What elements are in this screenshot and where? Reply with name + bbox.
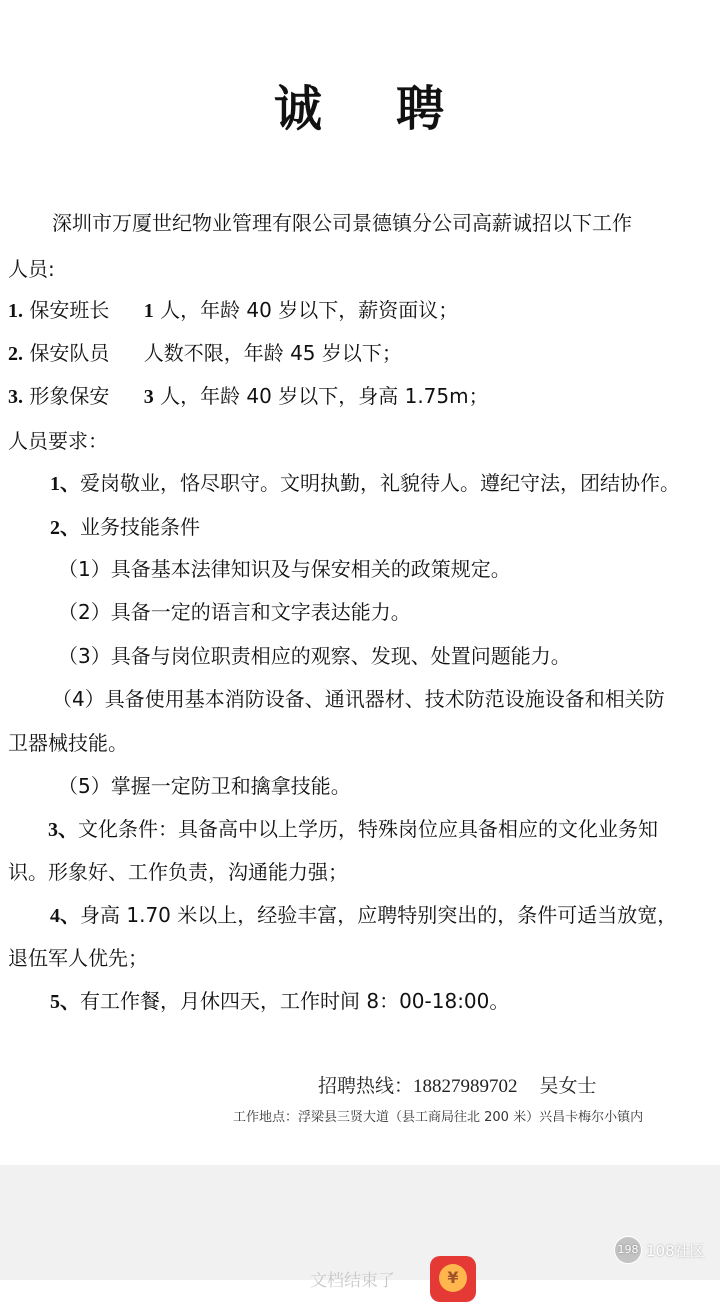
watermark: [614, 1235, 705, 1265]
position-detail: 人，年龄 40 岁以下，身高 1.75m；: [153, 384, 489, 408]
position-count: 1: [143, 300, 154, 322]
position-row-1: [8, 294, 458, 323]
position-detail: 人，年龄 40 岁以下，薪资面议；: [153, 298, 459, 322]
position-name: 保安队员: [29, 341, 110, 365]
page-title: [0, 70, 720, 139]
document-end-area: [0, 1165, 720, 1280]
requirement-number: 3、: [48, 819, 78, 841]
requirement-5: [50, 985, 509, 1014]
watermark-text: 108社区: [646, 1241, 705, 1260]
position-name: 形象保安: [29, 384, 110, 408]
position-detail: 人数不限，年龄 45 岁以下；: [143, 341, 402, 365]
title-char-2: 聘: [396, 81, 447, 137]
requirement-3-cont: 识。形象好、工作负责，沟通能力强；: [8, 860, 348, 884]
position-row-2: [8, 337, 402, 366]
requirement-4-cont: 退伍军人优先；: [8, 946, 148, 970]
work-address: 工作地点：浮梁县三贤大道（县工商局往北 200 米）兴昌卡梅尔小镇内: [233, 1110, 644, 1125]
intro-line-1: 深圳市万厦世纪物业管理有限公司景德镇分公司高薪诚招以下工作: [52, 211, 632, 235]
requirement-4: [50, 899, 677, 928]
requirement-number: 1、: [50, 473, 80, 495]
requirement-number: 2、: [50, 517, 80, 539]
requirement-text: 有工作餐，月休四天，工作时间 8：00-18:00。: [80, 989, 510, 1013]
skill-item-4: （4）具备使用基本消防设备、通讯器材、技术防范设施设备和相关防: [52, 687, 665, 711]
reward-coin-button[interactable]: [430, 1256, 476, 1302]
title-char-1: 诚: [273, 81, 324, 137]
skill-item-3: （3）具备与岗位职责相应的观察、发现、处置问题能力。: [58, 644, 571, 668]
position-number: 3.: [8, 386, 23, 408]
contact-person: 吴女士: [539, 1075, 597, 1097]
requirement-text: 业务技能条件: [80, 515, 200, 539]
requirement-number: 4、: [50, 905, 80, 927]
position-number: 2.: [8, 343, 23, 365]
intro-line-2: 人员:: [8, 257, 55, 281]
position-count: 3: [143, 386, 154, 408]
skill-item-1: （1）具备基本法律知识及与保安相关的政策规定。: [58, 557, 511, 581]
requirement-text: 身高 1.70 米以上，经验丰富，应聘特别突出的，条件可适当放宽，: [80, 903, 678, 927]
requirement-2: [50, 511, 200, 540]
hotline-phone: 18827989702: [413, 1076, 518, 1097]
skill-item-4-cont: 卫器械技能。: [8, 731, 128, 755]
watermark-badge: 198: [614, 1236, 642, 1264]
coin-icon: ¥: [439, 1264, 467, 1292]
skill-item-2: （2）具备一定的语言和文字表达能力。: [58, 600, 411, 624]
position-name: 保安班长: [29, 298, 110, 322]
document-end-text: 文档结束了: [310, 1271, 395, 1291]
requirement-text: 爱岗敬业，恪尽职守。文明执勤，礼貌待人。遵纪守法，团结协作。: [80, 471, 680, 495]
skill-item-5: （5）掌握一定防卫和擒拿技能。: [58, 774, 351, 798]
position-number: 1.: [8, 300, 23, 322]
requirement-number: 5、: [50, 991, 80, 1013]
hotline-label: 招聘热线：: [318, 1075, 414, 1097]
requirements-heading: 人员要求：: [8, 429, 108, 453]
requirement-3: [48, 813, 658, 842]
position-row-3: [8, 380, 489, 409]
requirement-1: [50, 467, 680, 496]
recruitment-hotline: [318, 1071, 597, 1098]
requirement-text: 文化条件：具备高中以上学历，特殊岗位应具备相应的文化业务知: [78, 817, 658, 841]
